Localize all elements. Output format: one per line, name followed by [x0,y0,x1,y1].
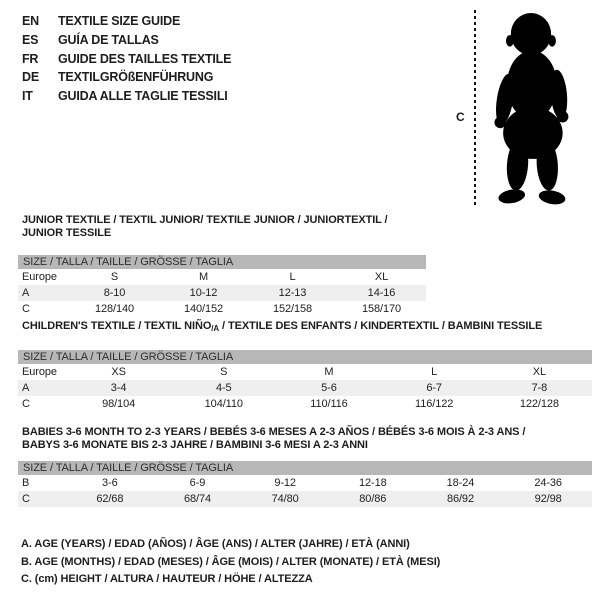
row-label: A [22,287,30,299]
size-header-bar: SIZE / TALLA / TAILLE / GRÖSSE / TAGLIA [18,461,592,475]
table-cell: 14-16 [367,287,396,299]
table-cell: 62/68 [96,493,124,505]
table-cell: 12-18 [358,477,387,489]
table-cell: 140/152 [183,303,224,315]
table-cell: 3-6 [102,477,118,489]
guide-title: TEXTILGRÖßENFÜHRUNG [58,70,214,85]
height-measure-label: C [456,110,465,124]
table-cell: 9-12 [274,477,296,489]
table-cell: XS [111,366,126,378]
table-row [18,364,592,380]
junior-size-table [18,269,426,317]
table-row [18,269,426,285]
language-title-list [22,12,231,106]
babies-section-title [22,426,592,452]
row-label: Europe [22,366,57,378]
language-code: DE [22,70,39,85]
language-code: FR [22,51,39,66]
table-cell: 152/158 [272,303,313,315]
row-label: C [22,398,30,410]
guide-title: TEXTILE SIZE GUIDE [58,14,181,28]
language-code: IT [22,89,33,104]
table-cell: 6-7 [426,382,442,394]
language-row [22,31,231,50]
table-cell: M [324,366,334,378]
table-cell: 12-13 [278,287,307,299]
table-cell: 104/110 [204,398,243,410]
table-row [18,301,426,317]
table-cell: 7-8 [531,382,548,394]
language-row [22,12,231,31]
table-cell: 3-4 [110,382,127,394]
note-age-months: B. AGE (MONTHS) / EDAD (MESES) / ÂGE (MOIS) / ALTER (MONATE) / ETÀ (MESI) [21,555,441,568]
babies-textile-section [18,424,592,507]
childrens-textile-section [18,318,592,412]
babies-size-table [18,475,592,507]
table-cell: 110/116 [310,398,348,410]
table-cell: 128/140 [94,303,135,315]
table-cell: 68/74 [183,493,211,505]
note-height-cm: C. (cm) HEIGHT / ALTURA / HAUTEUR / HÖHE / ALTEZZA [21,573,313,585]
babies-title-line-2: BABYS 3-6 MONATE BIS 2-3 JAHRE / BAMBINI 3-6 MESI A 2-3 ANNI [22,439,368,451]
table-cell: 24-36 [534,477,562,489]
language-code: EN [22,14,39,28]
table-row [18,285,426,301]
table-cell: M [198,271,209,283]
table-cell: 6-9 [189,477,206,489]
row-label: C [22,493,30,505]
table-cell: S [110,271,119,283]
language-row [22,68,231,87]
junior-section-title: JUNIOR TEXTILE / TEXTIL JUNIOR/ TEXTILE JUNIOR / JUNIORTEXTIL / JUNIOR TESSILE [22,214,388,239]
babies-title-line-1: BABIES 3-6 MONTH TO 2-3 YEARS / BEBÉS 3-6 MESES A 2-3 AÑOS / BÉBÉS 3-6 MOIS À 2-3 ANS / [22,426,526,438]
row-label: C [22,303,30,315]
baby-height-figure [450,6,595,212]
note-age-years: A. AGE (YEARS) / EDAD (AÑOS) / ÂGE (ANS) / ALTER (JAHRE) / ETÀ (ANNI) [21,538,410,550]
legend-notes [21,536,440,589]
table-cell: L [289,271,296,283]
table-cell: XL [374,271,389,283]
table-cell: 18-24 [446,477,475,489]
row-label: Europe [22,271,57,283]
size-header-bar: SIZE / TALLA / TAILLE / GRÖSSE / TAGLIA [18,350,592,364]
table-cell: 122/128 [519,398,559,410]
table-cell: 4-5 [215,382,232,394]
table-row [18,380,592,396]
table-cell: 98/104 [102,398,136,410]
junior-textile-section [18,212,426,317]
language-row [22,50,231,69]
table-cell: L [431,366,438,378]
table-cell: S [220,366,228,378]
table-cell: 92/98 [534,493,562,505]
guide-title: GUIDE DES TAILLES TEXTILE [58,51,232,66]
table-cell: 74/80 [271,493,299,505]
table-cell: 158/170 [361,303,402,315]
table-cell: 80/86 [359,493,387,505]
childrens-size-table [18,364,592,412]
row-label: A [22,382,30,394]
baby-silhouette [482,8,578,210]
table-cell: 86/92 [446,493,474,505]
guide-title: GUÍA DE TALLAS [58,32,159,47]
table-row [18,475,592,491]
row-label: B [22,477,30,489]
table-row [18,396,592,412]
language-code: ES [22,32,39,47]
table-row [18,491,592,507]
table-cell: 5-6 [321,382,337,394]
table-cell: XL [532,366,546,378]
height-measure-dashed-line [474,10,476,208]
guide-title: GUIDA ALLE TAGLIE TESSILI [58,89,228,104]
table-cell: 8-10 [103,287,126,299]
childrens-section-title: CHILDREN'S TEXTILE / TEXTIL $NIÑO_{/A}$ / TEXTILE DES ENFANTS / KINDERTEXTIL / BAMBINI TESSILE [22,320,543,333]
size-header-bar: SIZE / TALLA / TAILLE / GRÖSSE / TAGLIA [18,255,426,269]
table-cell: 116/122 [415,398,454,410]
language-row [22,87,231,106]
table-cell: 10-12 [189,287,218,299]
